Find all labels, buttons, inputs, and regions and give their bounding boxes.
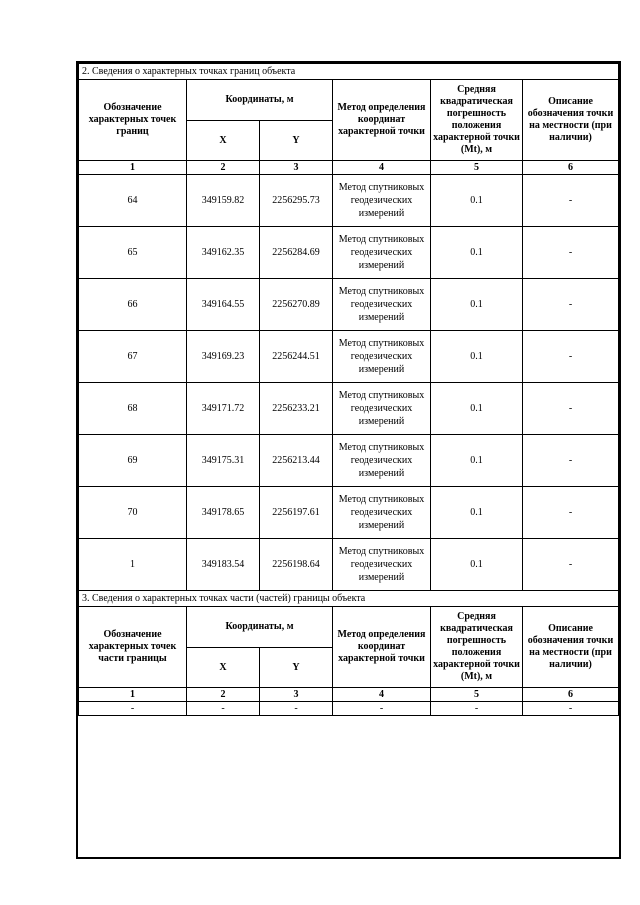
cell-method: Метод спутниковых геодезических измерений	[333, 487, 431, 539]
cell-y: 2256233.21	[260, 383, 333, 435]
header-description: Описание обозначения точки на местности (при наличии)	[523, 607, 619, 688]
table-row	[79, 702, 619, 716]
header-y: Y	[260, 648, 333, 688]
section3-title-row	[79, 591, 619, 607]
cell-method: Метод спутниковых геодезических измерений	[333, 175, 431, 227]
cell-description: -	[523, 279, 619, 331]
cell-accuracy: 0.1	[431, 435, 523, 487]
cell-description: -	[523, 331, 619, 383]
column-number: 2	[187, 161, 260, 175]
section2-title-row	[79, 64, 619, 80]
cell-point: 68	[79, 383, 187, 435]
column-number: 6	[523, 161, 619, 175]
cell-method: Метод спутниковых геодезических измерений	[333, 331, 431, 383]
column-number: 4	[333, 688, 431, 702]
table-row	[79, 383, 619, 435]
column-number: 6	[523, 688, 619, 702]
section2-title: 2. Сведения о характерных точках границ объекта	[79, 64, 619, 80]
header-x: X	[187, 121, 260, 161]
cell-description: -	[523, 487, 619, 539]
cell-y: 2256295.73	[260, 175, 333, 227]
cell-x: 349178.65	[187, 487, 260, 539]
cell-accuracy: 0.1	[431, 487, 523, 539]
cell-x: 349183.54	[187, 539, 260, 591]
section3-colnum-row	[79, 688, 619, 702]
section2-colnum-row	[79, 161, 619, 175]
header-designation: Обозначение характерных точек части границы	[79, 607, 187, 688]
points-table-body	[79, 64, 619, 716]
cell-accuracy: -	[431, 702, 523, 716]
column-number: 3	[260, 161, 333, 175]
table-row	[79, 435, 619, 487]
cell-description: -	[523, 227, 619, 279]
table-row	[79, 487, 619, 539]
column-number: 5	[431, 688, 523, 702]
cell-point: 67	[79, 331, 187, 383]
column-number: 1	[79, 688, 187, 702]
column-number: 4	[333, 161, 431, 175]
points-table	[78, 63, 619, 716]
cell-accuracy: 0.1	[431, 331, 523, 383]
cell-point: 70	[79, 487, 187, 539]
cell-accuracy: 0.1	[431, 175, 523, 227]
cell-accuracy: 0.1	[431, 279, 523, 331]
section2-header-row	[79, 80, 619, 121]
column-number: 1	[79, 161, 187, 175]
cell-method: Метод спутниковых геодезических измерений	[333, 435, 431, 487]
cell-point: 64	[79, 175, 187, 227]
cell-accuracy: 0.1	[431, 383, 523, 435]
table-row	[79, 331, 619, 383]
header-description: Описание обозначения точки на местности (при наличии)	[523, 80, 619, 161]
cell-description: -	[523, 702, 619, 716]
column-number: 3	[260, 688, 333, 702]
header-accuracy: Средняя квадратическая погрешность положения характерной точки (Mt), м	[431, 607, 523, 688]
table-row	[79, 539, 619, 591]
header-designation: Обозначение характерных точек границ	[79, 80, 187, 161]
header-method: Метод определения координат характерной точки	[333, 80, 431, 161]
header-accuracy: Средняя квадратическая погрешность положения характерной точки (Mt), м	[431, 80, 523, 161]
cell-method: Метод спутниковых геодезических измерений	[333, 279, 431, 331]
cell-point: -	[79, 702, 187, 716]
header-y: Y	[260, 121, 333, 161]
document-frame	[76, 61, 621, 859]
table-row	[79, 175, 619, 227]
column-number: 2	[187, 688, 260, 702]
cell-x: 349169.23	[187, 331, 260, 383]
table-row	[79, 227, 619, 279]
section3-header-row	[79, 607, 619, 648]
cell-y: 2256198.64	[260, 539, 333, 591]
cell-y: 2256270.89	[260, 279, 333, 331]
cell-description: -	[523, 435, 619, 487]
cell-point: 1	[79, 539, 187, 591]
cell-point: 65	[79, 227, 187, 279]
cell-description: -	[523, 383, 619, 435]
section3-title: 3. Сведения о характерных точках части (частей) границы объекта	[79, 591, 619, 607]
header-method: Метод определения координат характерной точки	[333, 607, 431, 688]
cell-accuracy: 0.1	[431, 539, 523, 591]
column-number: 5	[431, 161, 523, 175]
header-coordinates: Координаты, м	[187, 80, 333, 121]
cell-description: -	[523, 175, 619, 227]
cell-method: Метод спутниковых геодезических измерений	[333, 383, 431, 435]
cell-point: 69	[79, 435, 187, 487]
cell-method: Метод спутниковых геодезических измерений	[333, 227, 431, 279]
cell-x: 349159.82	[187, 175, 260, 227]
header-x: X	[187, 648, 260, 688]
cell-accuracy: 0.1	[431, 227, 523, 279]
cell-x: -	[187, 702, 260, 716]
header-coordinates: Координаты, м	[187, 607, 333, 648]
cell-y: 2256244.51	[260, 331, 333, 383]
cell-y: 2256284.69	[260, 227, 333, 279]
cell-y: 2256197.61	[260, 487, 333, 539]
cell-y: -	[260, 702, 333, 716]
cell-method: -	[333, 702, 431, 716]
cell-method: Метод спутниковых геодезических измерений	[333, 539, 431, 591]
cell-y: 2256213.44	[260, 435, 333, 487]
cell-description: -	[523, 539, 619, 591]
cell-x: 349171.72	[187, 383, 260, 435]
table-row	[79, 279, 619, 331]
cell-point: 66	[79, 279, 187, 331]
cell-x: 349175.31	[187, 435, 260, 487]
cell-x: 349162.35	[187, 227, 260, 279]
cell-x: 349164.55	[187, 279, 260, 331]
